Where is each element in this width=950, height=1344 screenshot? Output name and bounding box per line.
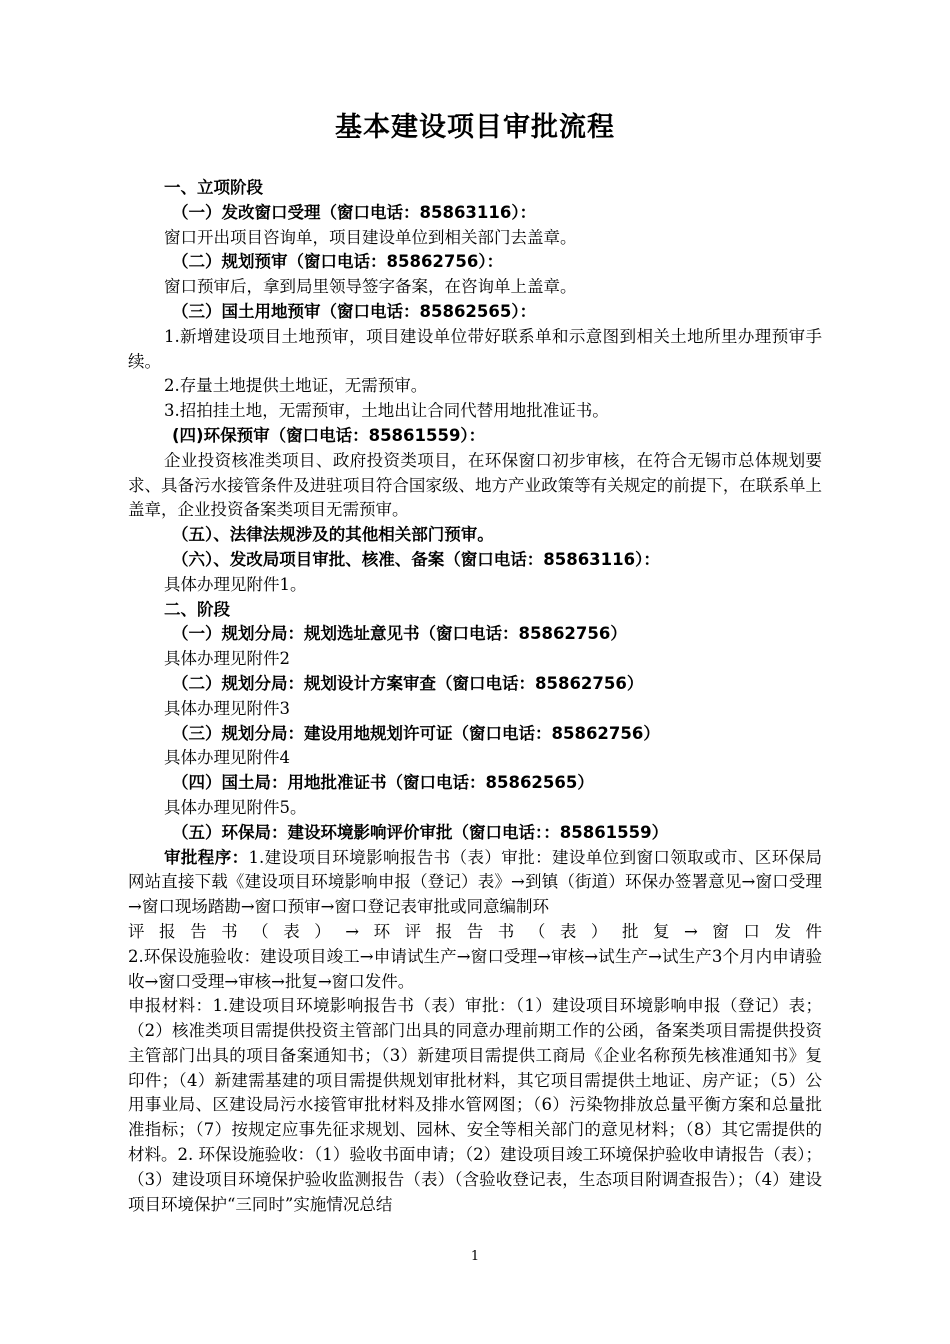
paragraph: 具体办理见附件5。 — [164, 797, 307, 817]
subheading-1-2: （二）规划预审（窗口电话：85862756）： — [172, 252, 504, 272]
paragraph: 2.存量土地提供土地证，无需预审。 — [164, 376, 428, 396]
subheading-2-4: （四）国土局：用地批准证书（窗口电话：85862565） — [172, 773, 594, 793]
paragraph: 窗口预审后，拿到局里领导签字备案，在咨询单上盖章。 — [164, 277, 577, 297]
subheading-1-6: （六）、发改局项目审批、核准、备案（窗口电话：85863116）： — [172, 549, 660, 569]
document-body — [128, 176, 822, 1217]
subheading-2-2: （二）规划分局：规划设计方案审查（窗口电话：85862756） — [172, 673, 644, 693]
subheading-1-4: (四)环保预审（窗口电话：85861559）： — [172, 425, 486, 445]
materials-paragraph: 申报材料：1.建设项目环境影响报告书（表）审批：（1）建设项目环境影响申报（登记）表；（2）核准类项目需提供投资主管部门出具的同意办理前期工作的公函，备案类项目需提供投资主管部门出具的项目备案通知书；（3）新建项目需提供工商局《企业名称预先核准通知书》复印件；（4）新建需基建的项目需提供规划审批材料，其它项目需提供土地证、房产证；（5）公用事业局、区建设局污水接管审批材料及排水管网图；（6）污染物排放总量平衡方案和总量批准指标；（7）按规定应事先征求规划、园林、安全等相关部门的意见材料；（8）其它需提供的材料。2. 环保设施验收：（1）验收书面申请；（2）建设项目竣工环境保护验收申请报告（表）；（3）建设项目环境保护验收监测报告（表）（含验收登记表，生态项目附调查报告）；（4）建设项目环境保护“三同时”实施情况总结 — [128, 996, 822, 1214]
paragraph: 具体办理见附件1。 — [164, 574, 307, 594]
procedure-paragraph — [128, 846, 822, 920]
procedure-acceptance-text: 2.环保设施验收：建设项目竣工→申请试生产→窗口受理→审核→试生产→试生产3个月内申请验收→窗口受理→审核→批复→窗口发件。 — [128, 946, 822, 991]
subheading-1-1: （一）发改窗口受理（窗口电话：85863116）： — [172, 202, 537, 222]
document-title: 基本建设项目审批流程 — [335, 112, 615, 143]
section-heading-1: 一、立项阶段 — [164, 178, 263, 197]
section-heading-2: 二、阶段 — [164, 599, 230, 619]
paragraph: 具体办理见附件2 — [164, 649, 290, 669]
paragraph: 1.新增建设项目土地预审，项目建设单位带好联系单和示意图到相关土地所里办理预审手续。 — [128, 326, 822, 371]
subheading-1-5: （五）、法律法规涉及的其他相关部门预审。 — [172, 525, 494, 545]
page-number: 1 — [470, 1249, 480, 1264]
paragraph: 具体办理见附件4 — [164, 748, 290, 768]
procedure-spaced-line: 评报告书（表）→环评报告书（表）批复→窗口发件 — [128, 921, 822, 941]
procedure-text: 1.建设项目环境影响报告书（表）审批：建设单位到窗口领取或市、区环保局网站直接下载《建设项目环境影响申报（登记）表》→到镇（街道）环保办签署意见→窗口受理→窗口现场踏勘→窗口预审→窗口登记表审批或同意编制环 — [128, 847, 823, 917]
paragraph: 具体办理见附件3 — [164, 698, 290, 718]
subheading-2-1: （一）规划分局：规划选址意见书（窗口电话：85862756） — [172, 624, 627, 644]
subheading-1-3: （三）国土用地预审（窗口电话：85862565）： — [172, 301, 537, 321]
paragraph: 3.招拍挂土地，无需预审，土地出让合同代替用地批准证书。 — [164, 401, 609, 421]
subheading-2-3: （三）规划分局：建设用地规划许可证（窗口电话：85862756） — [172, 723, 660, 743]
procedure-label: 审批程序： — [164, 847, 249, 867]
paragraph: 企业投资核准类项目、政府投资类项目，在环保窗口初步审核，在符合无锡市总体规划要求、具备污水接管条件及进驻项目符合国家级、地方产业政策等有关规定的前提下，在联系单上盖章，企业投资备案类项目无需预审。 — [128, 450, 822, 520]
paragraph: 窗口开出项目咨询单，项目建设单位到相关部门去盖章。 — [164, 227, 577, 247]
subheading-2-5: （五）环保局：建设环境影响评价审批（窗口电话：：85861559） — [172, 822, 669, 842]
